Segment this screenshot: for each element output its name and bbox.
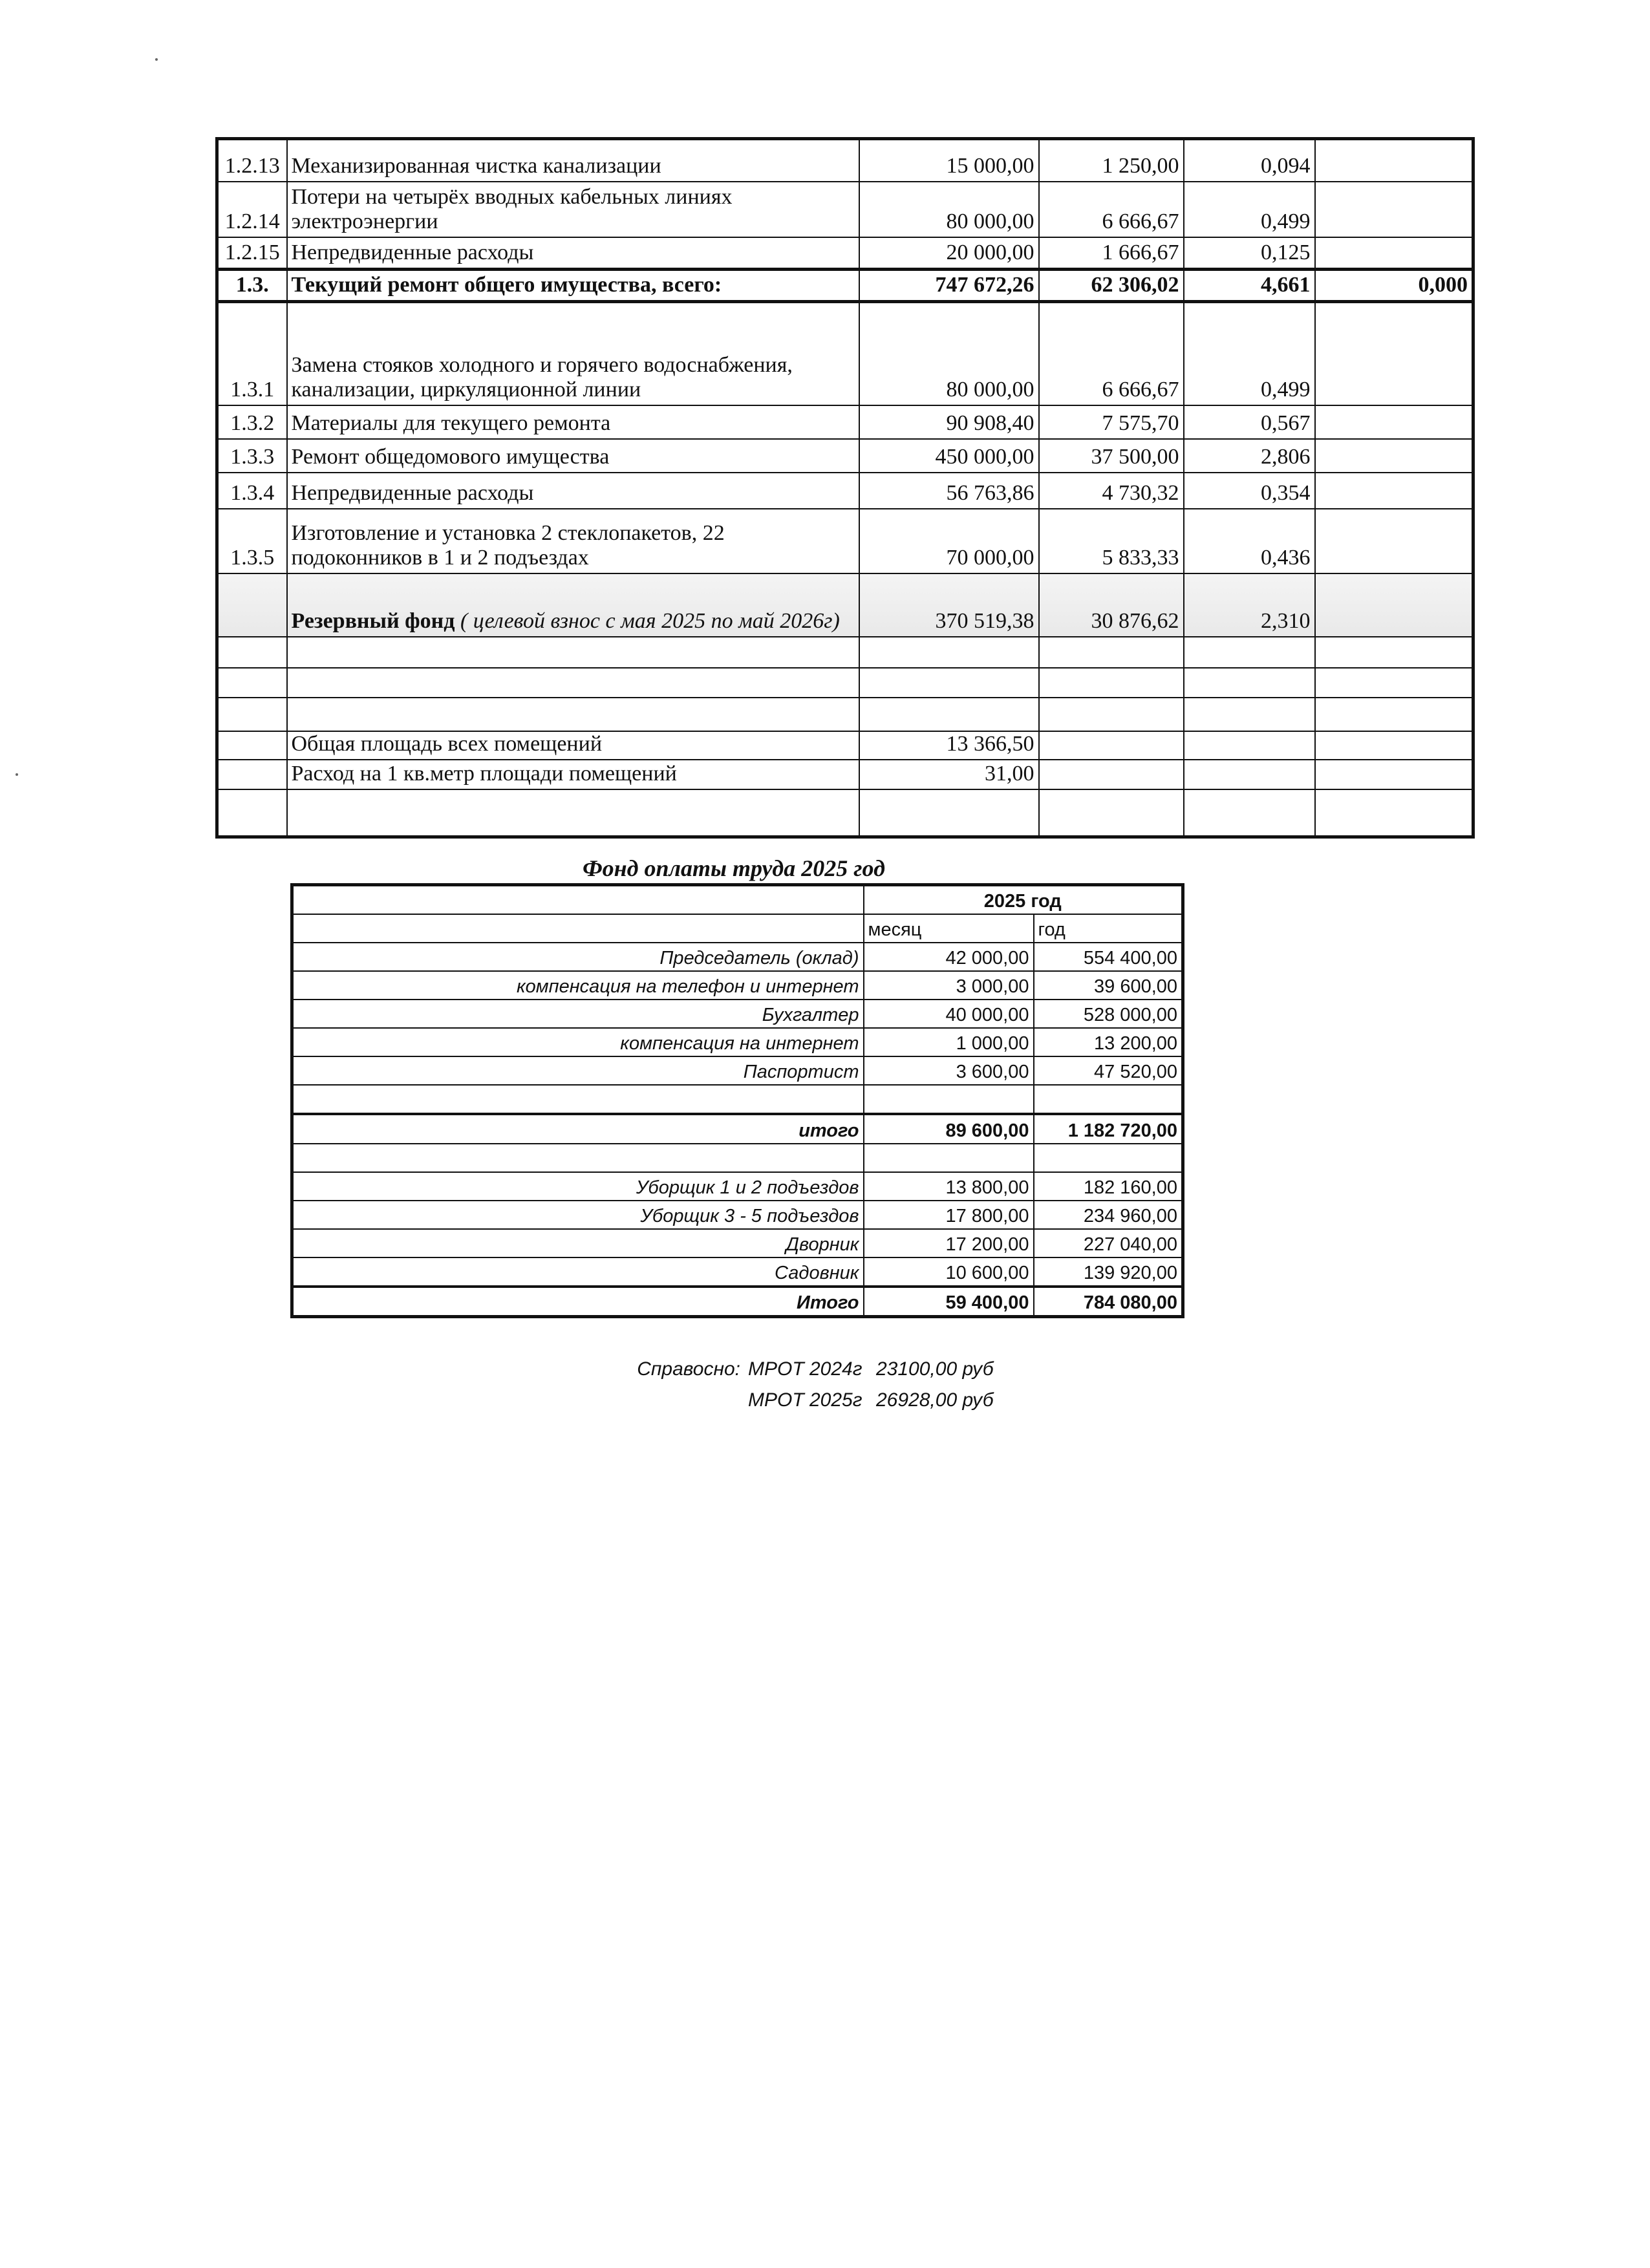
row-month: 1 666,67 (1039, 237, 1184, 270)
empty-row (292, 1144, 1183, 1172)
month-value: 42 000,00 (864, 943, 1034, 971)
table-row (292, 1056, 1183, 1085)
row-month: 6 666,67 (1039, 182, 1184, 237)
payroll-subheader-row (292, 914, 1183, 943)
row-code: 1.3.4 (217, 473, 287, 509)
mrot-2024-value: 23100,00 руб (876, 1358, 994, 1380)
position-label: компенсация на телефон и интернет (292, 971, 864, 1000)
year-value: 554 400,00 (1034, 943, 1183, 971)
rate-per-sqm-label: Расход на 1 кв.метр площади помещений (287, 760, 859, 789)
rate-per-sqm-value: 31,00 (859, 760, 1039, 789)
year-value: 182 160,00 (1034, 1172, 1183, 1201)
row-total: 80 000,00 (859, 302, 1039, 405)
reserve-extra (1315, 573, 1473, 637)
header-year-col: год (1034, 914, 1183, 943)
position-label: Садовник (292, 1257, 864, 1287)
row-name: Материалы для текущего ремонта (287, 405, 859, 439)
row-name: Изготовление и установка 2 стеклопакетов, 22 подоконников в 1 и 2 подъездах (287, 509, 859, 573)
position-label: Председатель (оклад) (292, 943, 864, 971)
position-label: Дворник (292, 1229, 864, 1257)
table-row (292, 1000, 1183, 1028)
empty-row (217, 668, 1473, 698)
row-name: Замена стояков холодного и горячего водоснабжения, канализации, циркуляционной линии (287, 302, 859, 405)
row-code: 1.2.15 (217, 237, 287, 270)
row-rate: 0,499 (1184, 182, 1315, 237)
month-value: 10 600,00 (864, 1257, 1034, 1287)
payroll-table (290, 883, 1184, 1318)
table-row (292, 1201, 1183, 1229)
row-name: Механизированная чистка канализации (287, 139, 859, 182)
reference-row-2024 (617, 1354, 994, 1385)
table-row (292, 1172, 1183, 1201)
row-extra (1315, 139, 1473, 182)
row-code: 1.2.13 (217, 139, 287, 182)
table-row (292, 943, 1183, 971)
total-area-value: 13 366,50 (859, 731, 1039, 760)
position-label: Уборщик 3 - 5 подъездов (292, 1201, 864, 1229)
table-row (217, 139, 1473, 182)
rate-per-sqm-row (217, 760, 1473, 789)
row-name: Текущий ремонт общего имущества, всего: (287, 270, 859, 302)
total-area-label: Общая площадь всех помещений (287, 731, 859, 760)
empty-row (217, 698, 1473, 731)
row-extra (1315, 509, 1473, 573)
month-value: 3 000,00 (864, 971, 1034, 1000)
mrot-2025-label: МРОТ 2025г (748, 1389, 862, 1411)
reserve-fund-title: Резервный фонд (291, 608, 455, 633)
row-name: Непредвиденные расходы (287, 237, 859, 270)
total-area-row (217, 731, 1473, 760)
row-rate: 0,436 (1184, 509, 1315, 573)
table-row (217, 439, 1473, 473)
reserve-fund-row (217, 573, 1473, 637)
year-value: 47 520,00 (1034, 1056, 1183, 1085)
row-total: 80 000,00 (859, 182, 1039, 237)
row-month: 1 250,00 (1039, 139, 1184, 182)
mrot-2025-value: 26928,00 руб (876, 1389, 994, 1411)
row-name: Непредвиденные расходы (287, 473, 859, 509)
subtotal-row (292, 1114, 1183, 1144)
budget-table (215, 137, 1475, 839)
total-year: 784 080,00 (1034, 1287, 1183, 1317)
row-rate: 2,806 (1184, 439, 1315, 473)
year-value: 13 200,00 (1034, 1028, 1183, 1056)
row-total: 56 763,86 (859, 473, 1039, 509)
row-code: 1.3.3 (217, 439, 287, 473)
table-row (217, 405, 1473, 439)
payroll-title: Фонд оплаты труда 2025 год (583, 855, 885, 881)
row-rate: 0,094 (1184, 139, 1315, 182)
row-extra (1315, 182, 1473, 237)
row-month: 4 730,32 (1039, 473, 1184, 509)
header-month: месяц (864, 914, 1034, 943)
row-total: 15 000,00 (859, 139, 1039, 182)
subtotal-label: итого (292, 1114, 864, 1144)
row-month: 5 833,33 (1039, 509, 1184, 573)
position-label: Уборщик 1 и 2 подъездов (292, 1172, 864, 1201)
row-month: 6 666,67 (1039, 302, 1184, 405)
row-month: 7 575,70 (1039, 405, 1184, 439)
row-month: 62 306,02 (1039, 270, 1184, 302)
row-name: Ремонт общедомового имущества (287, 439, 859, 473)
row-total: 70 000,00 (859, 509, 1039, 573)
row-total: 747 672,26 (859, 270, 1039, 302)
total-label: Итого (292, 1287, 864, 1317)
month-value: 17 200,00 (864, 1229, 1034, 1257)
row-name: Потери на четырёх вводных кабельных линиях электроэнергии (287, 182, 859, 237)
year-value: 227 040,00 (1034, 1229, 1183, 1257)
row-code (217, 573, 287, 637)
header-year: 2025 год (864, 885, 1183, 915)
position-label: компенсация на интернет (292, 1028, 864, 1056)
row-extra (1315, 439, 1473, 473)
row-rate: 4,661 (1184, 270, 1315, 302)
table-row (217, 473, 1473, 509)
scan-speck (16, 773, 18, 776)
table-row (292, 1229, 1183, 1257)
row-extra (1315, 473, 1473, 509)
row-rate: 0,354 (1184, 473, 1315, 509)
table-row (217, 302, 1473, 405)
reserve-fund-name (287, 573, 859, 637)
row-code: 1.2.14 (217, 182, 287, 237)
year-value: 39 600,00 (1034, 971, 1183, 1000)
total-month: 59 400,00 (864, 1287, 1034, 1317)
reserve-total: 370 519,38 (859, 573, 1039, 637)
table-row (217, 182, 1473, 237)
row-total: 20 000,00 (859, 237, 1039, 270)
table-row-section (217, 270, 1473, 302)
row-extra: 0,000 (1315, 270, 1473, 302)
row-rate: 0,567 (1184, 405, 1315, 439)
month-value: 3 600,00 (864, 1056, 1034, 1085)
position-label: Бухгалтер (292, 1000, 864, 1028)
month-value: 17 800,00 (864, 1201, 1034, 1229)
payroll-header-row (292, 885, 1183, 915)
mrot-2024-label: МРОТ 2024г (748, 1358, 862, 1380)
subtotal-month: 89 600,00 (864, 1114, 1034, 1144)
month-value: 40 000,00 (864, 1000, 1034, 1028)
table-row (292, 1257, 1183, 1287)
year-value: 139 920,00 (1034, 1257, 1183, 1287)
total-row (292, 1287, 1183, 1317)
reserve-month: 30 876,62 (1039, 573, 1184, 637)
table-row (217, 509, 1473, 573)
row-code: 1.3.1 (217, 302, 287, 405)
empty-row (292, 1085, 1183, 1114)
row-extra (1315, 237, 1473, 270)
year-value: 528 000,00 (1034, 1000, 1183, 1028)
row-code: 1.3.5 (217, 509, 287, 573)
row-extra (1315, 405, 1473, 439)
table-row (217, 237, 1473, 270)
row-code: 1.3. (217, 270, 287, 302)
table-row (292, 971, 1183, 1000)
table-row (292, 1028, 1183, 1056)
row-rate: 0,125 (1184, 237, 1315, 270)
row-month: 37 500,00 (1039, 439, 1184, 473)
empty-row (217, 789, 1473, 837)
reserve-fund-note: ( целевой взнос с мая 2025 по май 2026г) (460, 608, 840, 633)
row-code: 1.3.2 (217, 405, 287, 439)
reference-lead: Справосно: (637, 1358, 740, 1380)
reference-note (617, 1354, 994, 1416)
row-total: 90 908,40 (859, 405, 1039, 439)
reserve-rate: 2,310 (1184, 573, 1315, 637)
reference-row-2025 (617, 1385, 994, 1416)
subtotal-year: 1 182 720,00 (1034, 1114, 1183, 1144)
empty-row (217, 637, 1473, 668)
month-value: 1 000,00 (864, 1028, 1034, 1056)
month-value: 13 800,00 (864, 1172, 1034, 1201)
row-extra (1315, 302, 1473, 405)
row-total: 450 000,00 (859, 439, 1039, 473)
scan-speck (155, 58, 158, 61)
year-value: 234 960,00 (1034, 1201, 1183, 1229)
position-label: Паспортист (292, 1056, 864, 1085)
row-rate: 0,499 (1184, 302, 1315, 405)
